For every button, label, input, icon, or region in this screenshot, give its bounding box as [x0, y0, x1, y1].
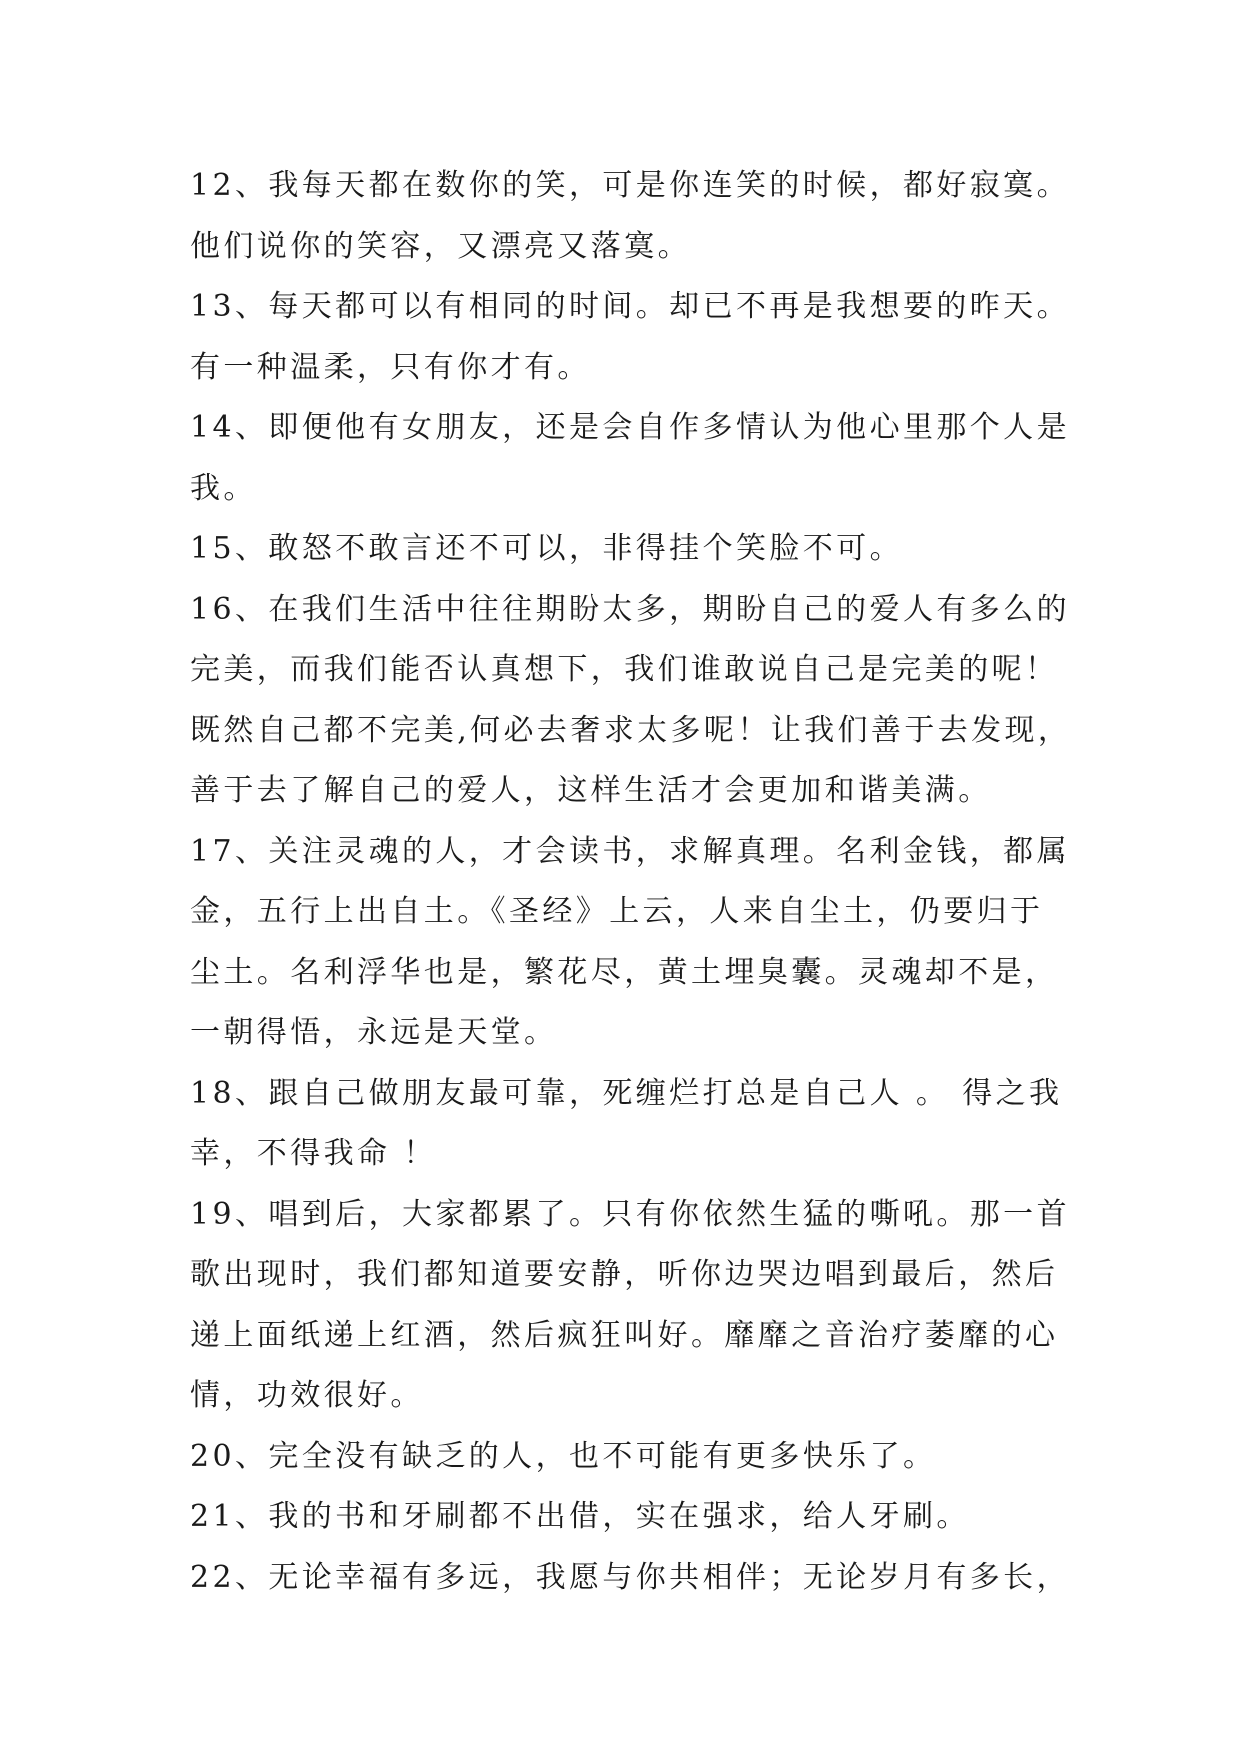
text-line: 20、完全没有缺乏的人，也不可能有更多快乐了。 — [190, 1438, 937, 1474]
text-line: 递上面纸递上红酒，然后疯狂叫好。靡靡之音治疗萎靡的心 — [190, 1317, 1059, 1353]
text-line: 18、跟自己做朋友最可靠，死缠烂打总是自己人 。 得之我 — [190, 1075, 1063, 1111]
text-line: 尘土。名利浮华也是，繁花尽，黄土埋臭囊。灵魂却不是， — [190, 954, 1059, 990]
text-line: 21、我的书和牙刷都不出借，实在强求，给人牙刷。 — [190, 1499, 970, 1534]
text-line: 金，五行上出自土。《圣经》上云，人来自尘土，仍要归于 — [190, 894, 1044, 929]
text-line: 善于去了解自己的爱人，这样生活才会更加和谐美满。 — [190, 773, 992, 808]
text-line: 一朝得悟，永远是天堂。 — [190, 1015, 558, 1050]
text-line: 19、唱到后，大家都累了。只有你依然生猛的嘶吼。那一首 — [190, 1196, 1070, 1232]
text-line: 我。 — [190, 470, 257, 506]
text-line: 既然自己都不完美,何必去奢求太多呢！让我们善于去发现， — [190, 712, 1072, 748]
text-line: 22、无论幸福有多远，我愿与你共相伴；无论岁月有多长， — [190, 1559, 1070, 1595]
text-line: 14、即便他有女朋友，还是会自作多情认为他心里那个人是 — [190, 410, 1070, 445]
text-line: 15、敢怒不敢言还不可以，非得挂个笑脸不可。 — [190, 531, 903, 566]
text-line: 他们说你的笑容，又漂亮又落寞。 — [190, 228, 691, 264]
text-line: 完美，而我们能否认真想下，我们谁敢说自己是完美的呢！ — [190, 652, 1059, 687]
text-line: 情，功效很好。 — [190, 1378, 424, 1413]
text-line: 有一种温柔，只有你才有。 — [190, 349, 591, 385]
text-line: 幸，不得我命 ！ — [190, 1136, 437, 1171]
document-body — [190, 156, 1070, 1608]
text-line: 歌出现时，我们都知道要安静，听你边哭边唱到最后，然后 — [190, 1257, 1059, 1292]
text-line: 12、我每天都在数你的笑，可是你连笑的时候，都好寂寞。 — [190, 168, 1070, 203]
text-line: 17、关注灵魂的人，才会读书，求解真理。名利金钱，都属 — [190, 833, 1070, 869]
text-line: 16、在我们生活中往往期盼太多，期盼自己的爱人有多么的 — [190, 591, 1070, 627]
text-line: 13、每天都可以有相同的时间。却已不再是我想要的昨天。 — [190, 289, 1070, 324]
